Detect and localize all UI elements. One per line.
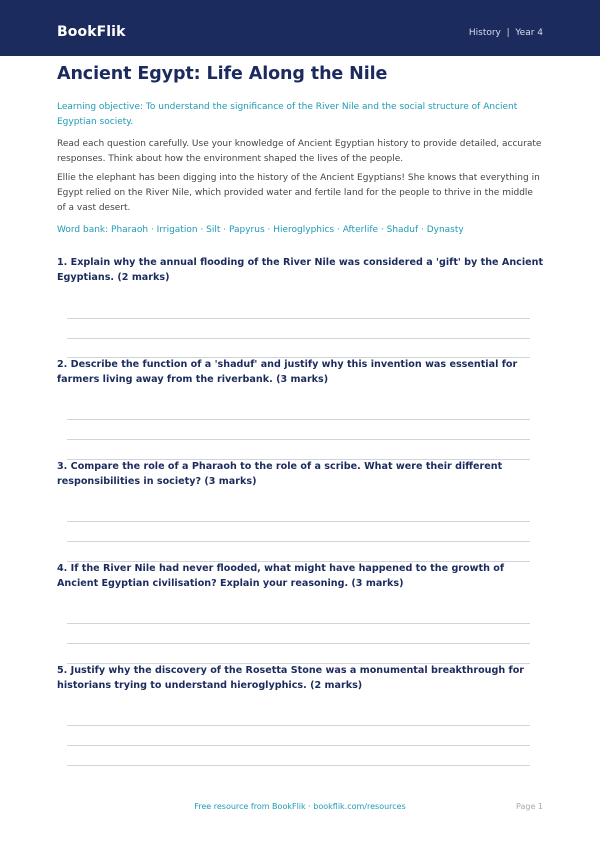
answer-line[interactable] xyxy=(67,725,530,726)
footer-link[interactable]: Free resource from BookFlik · bookflik.com/resources xyxy=(194,802,406,811)
answer-line[interactable] xyxy=(67,765,530,766)
answer-line[interactable] xyxy=(67,521,530,522)
answer-line[interactable] xyxy=(67,439,530,440)
subject-year-label: History | Year 4 xyxy=(468,28,543,38)
page-number: Page 1 xyxy=(516,802,543,811)
answer-line[interactable] xyxy=(67,745,530,746)
answer-line[interactable] xyxy=(67,623,530,624)
question-5: 5. Justify why the discovery of the Rosetta Stone was a monumental breakthrough for historians trying to understand hieroglyphics. (2 marks) xyxy=(57,665,525,691)
question-1: 1. Explain why the annual flooding of the River Nile was considered a 'gift' by the Ancient Egyptians. (2 marks) xyxy=(57,257,544,283)
intro-paragraph: Ellie the elephant has been digging into the history of the Ancient Egyptians! She knows that everything in Egypt relied on the River Nile, which provided water and fertile land for the people to thrive in the middle of a vast desert. xyxy=(57,173,540,213)
answer-line[interactable] xyxy=(67,643,530,644)
brand-logo: BookFlik xyxy=(57,24,126,40)
learning-objective: Learning objective: To understand the significance of the River Nile and the social structure of Ancient Egyptian society. xyxy=(57,102,518,127)
question-3: 3. Compare the role of a Pharaoh to the role of a scribe. What were their different responsibilities in society? (3 marks) xyxy=(57,461,503,487)
word-bank: Word bank: Pharaoh · Irrigation · Silt · Papyrus · Hieroglyphics · Afterlife · Shaduf · Dynasty xyxy=(57,225,464,235)
answer-line[interactable] xyxy=(67,541,530,542)
instructions-paragraph: Read each question carefully. Use your knowledge of Ancient Egyptian history to provide detailed, accurate responses. Think about how the environment shaped the lives of the people. xyxy=(57,139,542,164)
header-bar xyxy=(0,0,600,56)
answer-line[interactable] xyxy=(67,419,530,420)
answer-line[interactable] xyxy=(67,318,530,319)
question-2: 2. Describe the function of a 'shaduf' and justify why this invention was essential for farmers living away from the riverbank. (3 marks) xyxy=(57,359,518,385)
question-4: 4. If the River Nile had never flooded, what might have happened to the growth of Ancient Egyptian civilisation? Explain your reasoning. (3 marks) xyxy=(57,563,505,589)
page-title: Ancient Egypt: Life Along the Nile xyxy=(57,64,388,84)
answer-line[interactable] xyxy=(67,338,530,339)
